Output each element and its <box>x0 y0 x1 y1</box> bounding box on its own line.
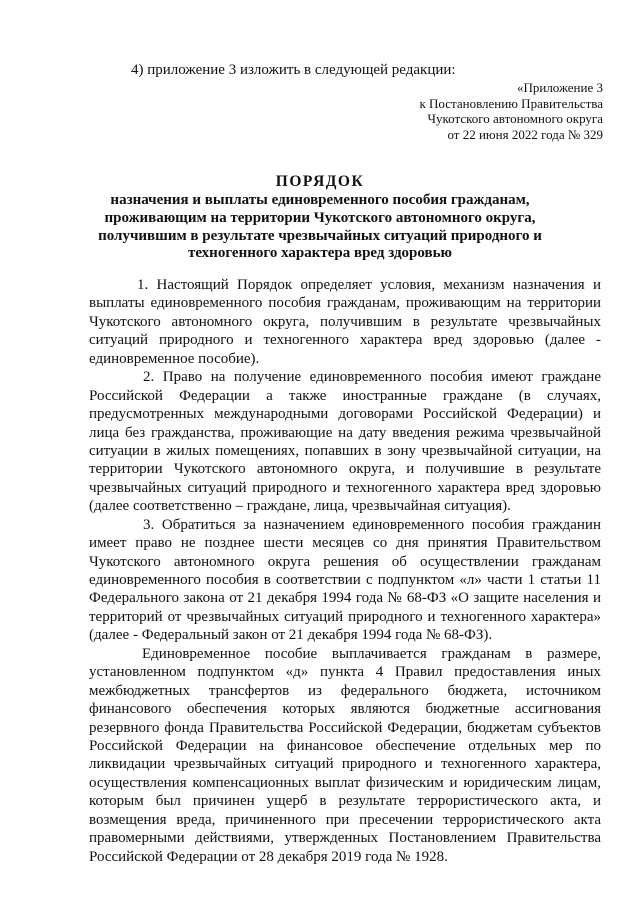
document-body <box>89 276 601 866</box>
paragraph-line: Единовременное пособие выплачивается гражданам в размере, <box>142 645 601 662</box>
paragraph-line: Чукотского автономного округа, получившим в результате чрезвычайных <box>89 313 601 330</box>
subtitle-line: проживающим на территории Чукотского автономного округа, <box>104 209 536 226</box>
paragraph-4 <box>89 645 601 866</box>
paragraph-line: Российской Федерации от 28 декабря 2019 года № 1928. <box>89 848 448 865</box>
document-title: ПОРЯДОК <box>275 173 365 190</box>
paragraph-line: (далее соответственно – граждане, лица, чрезвычайная ситуация). <box>89 498 511 515</box>
paragraph-line: правомерными действиями, утвержденных Постановлением Правительства <box>89 830 601 847</box>
paragraph-line: которым был причинен ущерб в результате террористического акта, и <box>89 793 601 810</box>
paragraph-line: предусмотренных международными договорами Российской Федерации) и <box>89 406 601 423</box>
appendix-header <box>419 80 603 142</box>
appendix-line: Чукотского автономного округа <box>427 111 603 126</box>
paragraph-line: лица без гражданства, проживающие на дату введения режима чрезвычайной <box>89 424 601 441</box>
paragraph-2 <box>89 368 601 516</box>
paragraph-line: чрезвычайных ситуаций природного и техногенного характера вред здоровью <box>89 479 601 496</box>
paragraph-line: имеет право не позднее шести месяцев со дня принятия Правительством <box>89 535 601 552</box>
paragraph-line: межбюджетных трансфертов из федерального бюджета, источником <box>89 682 601 699</box>
paragraph-line: осуществления компенсационных выплат физическим и юридическим лицам, <box>89 774 601 791</box>
appendix-line: «Приложение 3 <box>516 80 603 95</box>
paragraph-line: единовременное пособие). <box>89 350 260 367</box>
paragraph-line: Чукотского автономного округа решения об осуществлении гражданам <box>89 553 601 570</box>
paragraph-line: ситуаций природного и техногенного характера вред здоровью (далее - <box>89 332 601 349</box>
document-subtitle <box>60 192 580 263</box>
subtitle-line: получившим в результате чрезвычайных ситуаций природного и <box>98 227 542 244</box>
paragraph-line: территории Чукотского автономного округа, и получившие в результате <box>89 461 601 478</box>
paragraph-line: 3. Обратиться за назначением единовременного пособия гражданин <box>143 516 601 533</box>
paragraph-line: возмещения вреда, причиненного при пресечении террористического акта <box>89 811 601 828</box>
paragraph-line: финансового обеспечения которых являются бюджетные ассигнования <box>89 701 601 718</box>
appendix-line: к Постановлению Правительства <box>419 95 603 111</box>
paragraph-line: территорий от чрезвычайных ситуаций природного и техногенного характера» <box>89 608 601 625</box>
paragraph-line: единовременного пособия в соответствии с подпунктом «л» части 1 статьи 11 <box>89 572 601 588</box>
paragraph-line: Российской Федерации а также иностранные граждане (в случаях, <box>89 387 601 404</box>
paragraph-line: установленном подпунктом «д» пункта 4 Правил предоставления иных <box>89 664 601 681</box>
paragraph-line: ликвидации чрезвычайных ситуаций природного и техногенного характера, <box>89 756 601 773</box>
paragraph-line: Российской Федерации на финансовое обеспечение отдельных мер по <box>89 737 601 754</box>
paragraph-line: 1. Настоящий Порядок определяет условия, механизм назначения и <box>137 277 601 293</box>
paragraph-line: выплаты единовременного пособия гражданам, проживающим на территории <box>89 295 601 312</box>
paragraph-3 <box>89 516 601 645</box>
paragraph-1 <box>89 276 601 368</box>
paragraph-line: 2. Право на получение единовременного пособия имеют граждане <box>143 369 601 386</box>
paragraph-line: Федерального закона от 21 декабря 1994 года № 68-ФЗ «О защите населения и <box>89 590 601 607</box>
paragraph-line: ситуации в жилых помещениях, попавших в зону чрезвычайной ситуации, на <box>89 442 601 459</box>
paragraph-line: резервного фонда Правительства Российской Федерации, бюджетам субъектов <box>89 719 601 736</box>
intro-line: 4) приложение 3 изложить в следующей редакции: <box>131 62 456 78</box>
subtitle-line: назначения и выплаты единовременного пособия гражданам, <box>110 192 530 208</box>
appendix-line: от 22 июня 2022 года № 329 <box>447 126 603 142</box>
paragraph-line: (далее - Федеральный закон от 21 декабря 1994 года № 68-ФЗ). <box>89 627 493 644</box>
subtitle-line: техногенного характера вред здоровью <box>187 245 453 262</box>
